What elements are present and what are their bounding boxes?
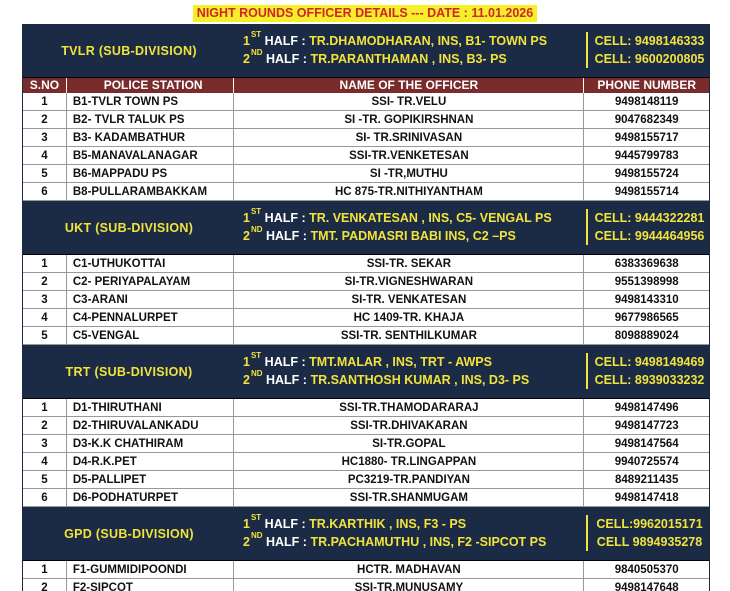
second-half-officer: TMT. PADMASRI BABI INS, C2 –PS [310,229,516,243]
division-cell-numbers [586,209,711,245]
second-half-sup: ND [250,47,263,57]
table-row [23,579,709,591]
second-half [241,368,586,389]
second-half-label: HALF : [262,52,311,66]
division-officer-lines [241,350,586,389]
serial-number-cell: 5 [23,471,67,488]
second-half-number: 2 [243,373,250,387]
police-station-cell: F2-SIPCOT [67,579,235,591]
second-half-officer: TR.PACHAMUTHU , INS, F2 -SIPCOT PS [310,535,547,549]
officer-name-cell: SSI-TR.SHANMUGAM [234,489,584,506]
officer-name-cell: SI -TR. GOPIKIRSHNAN [234,111,584,128]
second-half-officer: TR.PARANTHAMAN , INS, B3- PS [310,52,507,66]
police-station-cell: D6-PODHATURPET [67,489,235,506]
table-row [23,471,709,489]
first-half [241,512,586,533]
table-row [23,327,709,345]
second-half-number: 2 [243,229,250,243]
second-half-cell: CELL: 8939033232 [594,373,705,387]
police-station-cell: B5-MANAVALANAGAR [67,147,235,164]
division-cell-numbers [586,515,711,551]
police-station-cell: C2- PERIYAPALAYAM [67,273,235,290]
officer-name-cell: SSI-TR.DHIVAKARAN [234,417,584,434]
second-half-label: HALF : [262,535,311,549]
second-half-officer: TR.SANTHOSH KUMAR , INS, D3- PS [310,373,530,387]
officer-name-cell: HC 875-TR.NITHIYANTHAM [234,183,584,200]
division-header [23,345,709,399]
officer-name-cell: SSI-TR.THAMODARARAJ [234,399,584,416]
officer-name-header: NAME OF THE OFFICER [234,78,584,93]
first-half-number: 1 [243,211,250,225]
police-station-cell: D5-PALLIPET [67,471,235,488]
police-station-cell: F1-GUMMIDIPOONDI [67,561,235,578]
division-cell-numbers [586,32,711,68]
first-half-number: 1 [243,517,250,531]
second-half-cell: CELL: 9600200805 [594,52,705,66]
officer-name-cell: PC3219-TR.PANDIYAN [234,471,584,488]
division-cell-numbers [586,353,711,389]
table-row [23,165,709,183]
police-station-cell: B1-TVLR TOWN PS [67,93,235,110]
table-row [23,561,709,579]
police-station-cell: B3- KADAMBATHUR [67,129,235,146]
first-half-cell: CELL:9962015171 [596,517,703,531]
officer-name-cell: SI- TR.SRINIVASAN [234,129,584,146]
first-half-label: HALF : [261,211,310,225]
police-station-cell: C1-UTHUKOTTAI [67,255,235,272]
phone-number-cell: 6383369638 [614,258,679,270]
division-officer-lines [241,29,586,68]
second-half-cell: CELL: 9944464956 [594,229,705,243]
first-half-sup: ST [250,350,262,360]
second-half-label: HALF : [262,373,311,387]
table-row [23,147,709,165]
first-half-officer: TR.DHAMODHARAN, INS, B1- TOWN PS [309,34,548,48]
first-half-cell: CELL: 9498146333 [594,34,705,48]
first-half-cell: CELL: 9444322281 [594,211,705,225]
officer-name-cell: SI-TR.VIGNESHWARAN [234,273,584,290]
second-half-sup: ND [250,368,263,378]
second-half-sup: ND [250,530,263,540]
serial-number-cell: 1 [23,561,67,578]
serial-number-cell: 4 [23,453,67,470]
serial-number-cell: 4 [23,309,67,326]
table-row [23,453,709,471]
phone-number-cell: 9498147418 [614,492,679,504]
first-half-label: HALF : [261,355,310,369]
serial-number-cell: 2 [23,273,67,290]
phone-number-cell: 9551398998 [614,276,679,288]
phone-number-cell: 9498155714 [614,186,679,198]
phone-number-cell: 9498147496 [614,402,679,414]
police-station-cell: C5-VENGAL [67,327,235,344]
officer-name-cell: SI-TR.GOPAL [234,435,584,452]
first-half-officer: TR. VENKATESAN , INS, C5- VENGAL PS [309,211,552,225]
officer-name-cell: SSI-TR.MUNUSAMY [234,579,584,591]
police-station-cell: D4-R.K.PET [67,453,235,470]
second-half [241,530,586,551]
division-header [23,201,709,255]
police-station-cell: D3-K.K CHATHIRAM [67,435,235,452]
phone-number-cell: 8489211435 [615,474,679,486]
phone-number-cell: 9498147564 [614,438,679,450]
phone-number-cell: 9498155717 [614,132,679,144]
officer-table [22,24,710,591]
serial-number-cell: 4 [23,147,67,164]
serial-number-cell: 2 [23,417,67,434]
first-half-officer: TMT.MALAR , INS, TRT - AWPS [309,355,492,369]
serial-number-cell: 1 [23,399,67,416]
officer-name-cell: SSI-TR. SENTHILKUMAR [234,327,584,344]
serial-number-cell: 3 [23,129,67,146]
division-name: TRT (SUB-DIVISION) [65,365,193,379]
phone-number-cell: 9498147648 [614,582,679,591]
serial-number-cell: 6 [23,489,67,506]
first-half-officer: TR.KARTHIK , INS, F3 - PS [309,517,467,531]
division-name: GPD (SUB-DIVISION) [64,527,194,541]
table-row [23,417,709,435]
table-row [23,183,709,201]
first-half-cell: CELL: 9498149469 [594,355,705,369]
serial-number-cell: 5 [23,165,67,182]
table-row [23,111,709,129]
phone-number-cell: 9677986565 [614,312,679,324]
first-half [241,350,586,371]
police-station-cell: D1-THIRUTHANI [67,399,235,416]
first-half-label: HALF : [261,517,310,531]
table-row [23,93,709,111]
serial-number-cell: 3 [23,291,67,308]
phone-number-cell: 9047682349 [614,114,679,126]
table-row [23,291,709,309]
first-half [241,29,586,50]
table-row [23,489,709,507]
serial-number-cell: 5 [23,327,67,344]
first-half-sup: ST [250,512,262,522]
officer-name-cell: SSI-TR. SEKAR [234,255,584,272]
officer-name-cell: HC1880- TR.LINGAPPAN [234,453,584,470]
page-title: NIGHT ROUNDS OFFICER DETAILS --- DATE : 11.01.2026 [193,5,537,22]
police-station-cell: B2- TVLR TALUK PS [67,111,235,128]
first-half-sup: ST [250,29,262,39]
phone-number-cell: 9445799783 [614,150,679,162]
first-half-label: HALF : [261,34,310,48]
officer-name-cell: SI -TR,MUTHU [234,165,584,182]
column-header-row [23,78,709,93]
first-half [241,206,586,227]
phone-number-cell: 9498143310 [614,294,679,306]
phone-number-cell: 8098889024 [614,330,679,342]
phone-number-cell: 9498147723 [614,420,679,432]
serial-number-cell: 2 [23,579,67,591]
phone-number-cell: 9840505370 [614,564,679,576]
division-name: UKT (SUB-DIVISION) [64,221,194,235]
table-row [23,273,709,291]
police-station-header: POLICE STATION [67,78,235,93]
table-row [23,309,709,327]
second-half-sup: ND [250,224,263,234]
police-station-cell: B8-PULLARAMBAKKAM [67,183,235,200]
first-half-sup: ST [250,206,262,216]
second-half-number: 2 [243,535,250,549]
second-half [241,224,586,245]
serial-number-cell: 3 [23,435,67,452]
police-station-cell: C4-PENNALURPET [67,309,235,326]
table-row [23,255,709,273]
first-half-number: 1 [243,355,250,369]
officer-name-cell: HC 1409-TR. KHAJA [234,309,584,326]
division-header [23,24,709,78]
officer-name-cell: SSI-TR.VENKETESAN [234,147,584,164]
sno-header: S.NO [23,78,67,93]
officer-name-cell: HCTR. MADHAVAN [234,561,584,578]
officer-name-cell: SI-TR. VENKATESAN [234,291,584,308]
division-officer-lines [241,512,586,551]
table-row [23,399,709,417]
second-half-number: 2 [243,52,250,66]
serial-number-cell: 2 [23,111,67,128]
second-half-cell: CELL 9894935278 [596,535,703,549]
table-row [23,435,709,453]
police-station-cell: D2-THIRUVALANKADU [67,417,235,434]
phone-number-cell: 9940725574 [614,456,679,468]
division-header [23,507,709,561]
second-half-label: HALF : [262,229,311,243]
second-half [241,47,586,68]
table-row [23,129,709,147]
division-officer-lines [241,206,586,245]
division-name: TVLR (SUB-DIVISION) [61,44,197,58]
police-station-cell: B6-MAPPADU PS [67,165,235,182]
police-station-cell: C3-ARANI [67,291,235,308]
first-half-number: 1 [243,34,250,48]
serial-number-cell: 1 [23,93,67,110]
officer-name-cell: SSI- TR.VELU [234,93,584,110]
serial-number-cell: 6 [23,183,67,200]
phone-number-cell: 9498155724 [614,168,679,180]
phone-number-header: PHONE NUMBER [597,78,697,92]
phone-number-cell: 9498148119 [615,96,679,108]
serial-number-cell: 1 [23,255,67,272]
title-bar [0,4,730,22]
